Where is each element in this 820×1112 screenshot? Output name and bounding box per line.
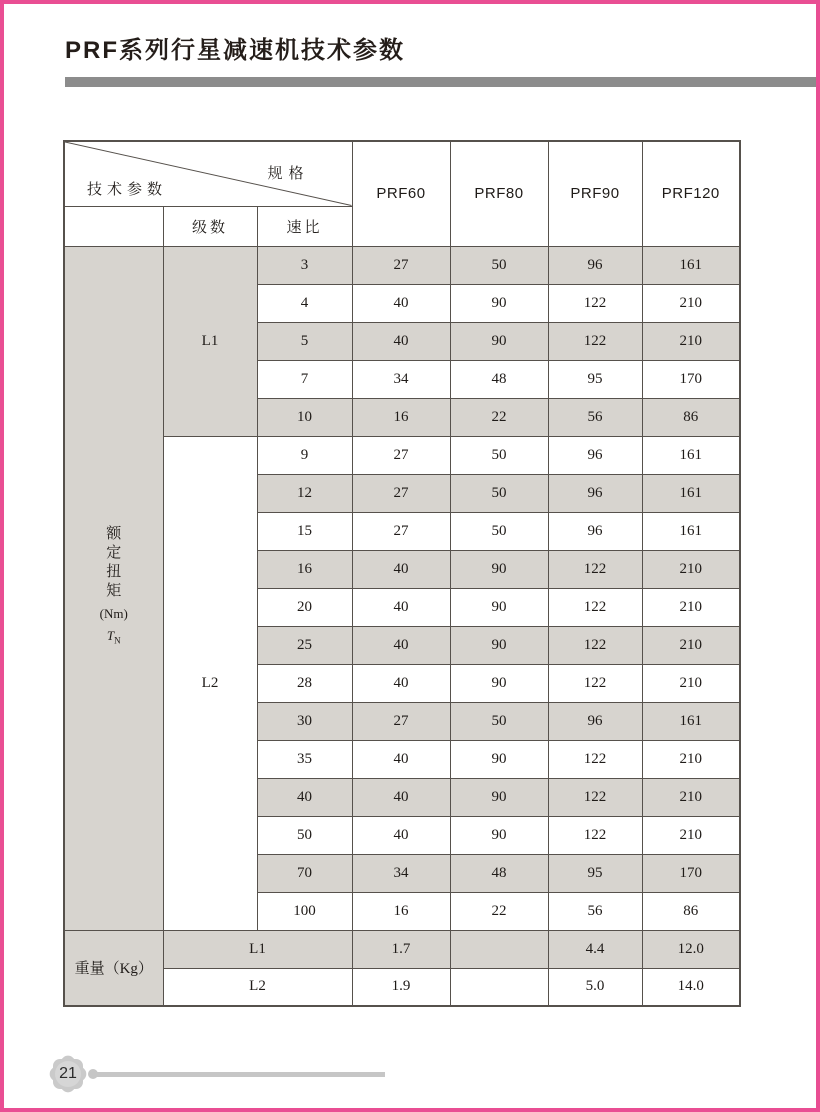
torque-value-cell: 90: [450, 550, 548, 588]
torque-value-cell: 161: [642, 246, 740, 284]
ratio-cell: 4: [257, 284, 352, 322]
torque-value-cell: 16: [352, 398, 450, 436]
ratio-cell: 28: [257, 664, 352, 702]
torque-value-cell: 95: [548, 854, 642, 892]
torque-value-cell: 34: [352, 360, 450, 398]
ratio-cell: 9: [257, 436, 352, 474]
weight-row: [64, 968, 740, 1006]
torque-value-cell: 161: [642, 436, 740, 474]
weight-value-cell: 12.0: [642, 930, 740, 968]
torque-value-cell: 27: [352, 246, 450, 284]
torque-value-cell: 210: [642, 284, 740, 322]
torque-value-cell: 96: [548, 474, 642, 512]
weight-stage-cell: L2: [163, 968, 352, 1006]
weight-value-cell: 5.0: [548, 968, 642, 1006]
diagonal-header-cell: [64, 141, 352, 206]
torque-value-cell: 90: [450, 588, 548, 626]
spec-corner-label: 规格: [267, 165, 310, 182]
spec-table: [63, 140, 741, 1007]
ratio-cell: 100: [257, 892, 352, 930]
torque-value-cell: 40: [352, 588, 450, 626]
torque-value-cell: 27: [352, 474, 450, 512]
torque-value-cell: 122: [548, 284, 642, 322]
torque-label-cell: [64, 246, 163, 930]
column-header-prf60: PRF60: [352, 141, 450, 246]
torque-value-cell: 48: [450, 854, 548, 892]
torque-value-cell: 170: [642, 360, 740, 398]
torque-value-cell: 122: [548, 816, 642, 854]
torque-value-cell: 95: [548, 360, 642, 398]
torque-value-cell: 56: [548, 892, 642, 930]
torque-value-cell: 96: [548, 702, 642, 740]
table-row: [64, 436, 740, 474]
ratio-cell: 7: [257, 360, 352, 398]
table-row: [64, 246, 740, 284]
torque-value-cell: 90: [450, 816, 548, 854]
torque-value-cell: 90: [450, 778, 548, 816]
weight-stage-cell: L1: [163, 930, 352, 968]
torque-value-cell: 50: [450, 436, 548, 474]
torque-value-cell: 161: [642, 702, 740, 740]
torque-value-cell: 170: [642, 854, 740, 892]
torque-value-cell: 50: [450, 512, 548, 550]
footer-decoration: [0, 1050, 820, 1102]
ratio-cell: 12: [257, 474, 352, 512]
weight-value-cell: 4.4: [548, 930, 642, 968]
torque-value-cell: 122: [548, 664, 642, 702]
column-header-prf80: PRF80: [450, 141, 548, 246]
torque-value-cell: 90: [450, 284, 548, 322]
ratio-cell: 40: [257, 778, 352, 816]
torque-value-cell: 210: [642, 626, 740, 664]
torque-value-cell: 22: [450, 398, 548, 436]
ratio-cell: 16: [257, 550, 352, 588]
torque-value-cell: 27: [352, 436, 450, 474]
torque-value-cell: 161: [642, 512, 740, 550]
torque-value-cell: 50: [450, 474, 548, 512]
torque-value-cell: 40: [352, 322, 450, 360]
ratio-cell: 70: [257, 854, 352, 892]
torque-value-cell: 90: [450, 664, 548, 702]
page-number-gear: [44, 1050, 92, 1098]
column-header-prf120: PRF120: [642, 141, 740, 246]
ratio-cell: 50: [257, 816, 352, 854]
ratio-cell: 5: [257, 322, 352, 360]
torque-value-cell: 16: [352, 892, 450, 930]
torque-value-cell: 50: [450, 246, 548, 284]
weight-value-cell: [450, 930, 548, 968]
page-number: 21: [59, 1065, 77, 1082]
torque-value-cell: 122: [548, 588, 642, 626]
torque-value-cell: 40: [352, 740, 450, 778]
torque-value-cell: 96: [548, 246, 642, 284]
stage-cell: L2: [163, 436, 257, 930]
torque-value-cell: 40: [352, 664, 450, 702]
ratio-cell: 25: [257, 626, 352, 664]
empty-header-cell: [64, 206, 163, 246]
ratio-cell: 35: [257, 740, 352, 778]
torque-value-cell: 96: [548, 512, 642, 550]
ratio-header: 速比: [257, 206, 352, 246]
torque-value-cell: 40: [352, 778, 450, 816]
torque-value-cell: 90: [450, 626, 548, 664]
tech-params-corner-label: 技术参数: [87, 180, 168, 198]
torque-value-cell: 96: [548, 436, 642, 474]
torque-value-cell: 210: [642, 740, 740, 778]
column-header-prf90: PRF90: [548, 141, 642, 246]
torque-value-cell: 50: [450, 702, 548, 740]
decorative-line: [95, 1072, 385, 1077]
weight-value-cell: 1.9: [352, 968, 450, 1006]
torque-value-cell: 210: [642, 664, 740, 702]
torque-value-cell: 210: [642, 322, 740, 360]
ratio-cell: 30: [257, 702, 352, 740]
torque-value-cell: 56: [548, 398, 642, 436]
ratio-cell: 3: [257, 246, 352, 284]
header-row-1: [64, 141, 740, 206]
torque-value-cell: 34: [352, 854, 450, 892]
torque-value-cell: 86: [642, 892, 740, 930]
weight-label-cell: 重量（Kg）: [64, 930, 163, 1006]
torque-value-cell: 27: [352, 702, 450, 740]
ratio-cell: 20: [257, 588, 352, 626]
page-title: PRF系列行星减速机技术参数: [65, 37, 405, 64]
rated-torque-label: 额 定 扭 矩 (Nm) $T_N$: [99, 526, 128, 646]
torque-value-cell: 40: [352, 816, 450, 854]
torque-value-cell: 22: [450, 892, 548, 930]
torque-value-cell: 122: [548, 626, 642, 664]
torque-value-cell: 122: [548, 778, 642, 816]
torque-value-cell: 40: [352, 284, 450, 322]
torque-value-cell: 210: [642, 816, 740, 854]
weight-row: [64, 930, 740, 968]
torque-value-cell: 122: [548, 550, 642, 588]
torque-value-cell: 40: [352, 550, 450, 588]
weight-value-cell: 1.7: [352, 930, 450, 968]
torque-value-cell: 48: [450, 360, 548, 398]
title-underline-bar: [65, 77, 820, 87]
torque-value-cell: 210: [642, 550, 740, 588]
weight-value-cell: [450, 968, 548, 1006]
torque-value-cell: 210: [642, 588, 740, 626]
torque-value-cell: 122: [548, 740, 642, 778]
torque-value-cell: 90: [450, 740, 548, 778]
torque-value-cell: 122: [548, 322, 642, 360]
ratio-cell: 15: [257, 512, 352, 550]
ratio-cell: 10: [257, 398, 352, 436]
weight-value-cell: 14.0: [642, 968, 740, 1006]
torque-value-cell: 40: [352, 626, 450, 664]
torque-value-cell: 27: [352, 512, 450, 550]
stage-cell: L1: [163, 246, 257, 436]
stages-header: 级数: [163, 206, 257, 246]
torque-value-cell: 90: [450, 322, 548, 360]
torque-value-cell: 161: [642, 474, 740, 512]
torque-value-cell: 210: [642, 778, 740, 816]
torque-value-cell: 86: [642, 398, 740, 436]
